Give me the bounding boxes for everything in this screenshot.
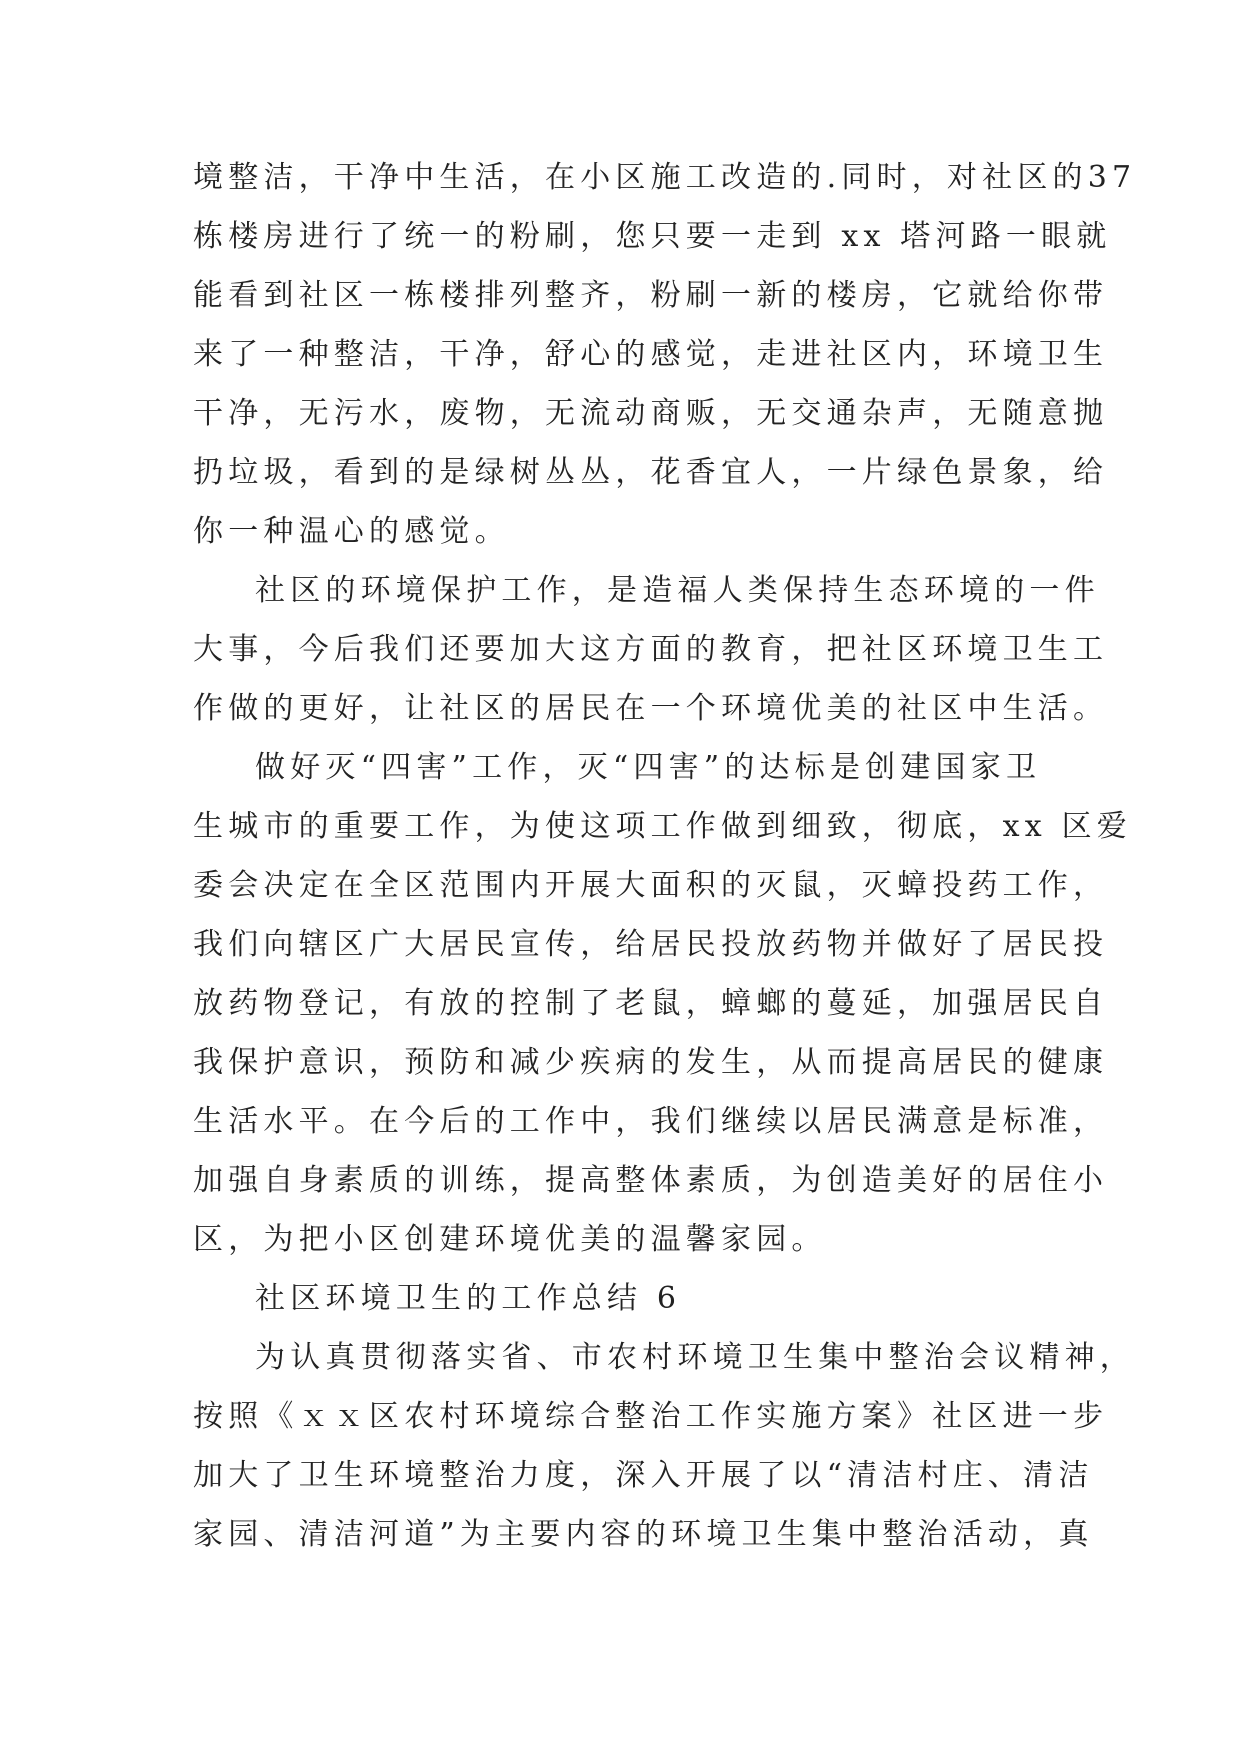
text-line: 生活水平。在今后的工作中，我们继续以居民满意是标准， [193,1104,1109,1139]
section-heading: 社区环境卫生的工作总结 6 [255,1281,682,1316]
text-line: 能看到社区一栋楼排列整齐，粉刷一新的楼房，它就给你带 [193,278,1109,313]
paragraph-first-line: 社区的环境保护工作，是造福人类保持生态环境的一件 [255,573,1100,608]
text-line: 我们向辖区广大居民宣传，给居民投放药物并做好了居民投 [193,927,1109,962]
text-line: 来了一种整洁，干净，舒心的感觉，走进社区内，环境卫生 [193,337,1109,372]
text-line: 栋楼房进行了统一的粉刷，您只要一走到 xx 塔河路一眼就 [193,219,1112,254]
text-line: 加强自身素质的训练，提高整体素质，为创造美好的居住小 [193,1163,1109,1198]
document-page [193,148,1137,1564]
text-line: 干净，无污水，废物，无流动商贩，无交通杂声，无随意抛 [193,396,1109,431]
text-line: 扔垃圾，看到的是绿树丛丛，花香宜人，一片绿色景象，给 [193,455,1109,490]
text-line: 你一种温心的感觉。 [193,514,510,549]
text-line: 加大了卫生环境整治力度，深入开展了以“清洁村庄、清洁 [193,1458,1094,1493]
paragraph-first-line: 为认真贯彻落实省、市农村环境卫生集中整治会议精神， [255,1340,1135,1375]
text-line: 大事，今后我们还要加大这方面的教育，把社区环境卫生工 [193,632,1109,667]
text-line: 境整洁，干净中生活，在小区施工改造的.同时，对社区的37 [193,160,1137,195]
text-line: 家园、清洁河道”为主要内容的环境卫生集中整治活动，真 [193,1517,1094,1552]
text-line: 区，为把小区创建环境优美的温馨家园。 [193,1222,827,1257]
text-line: 作做的更好，让社区的居民在一个环境优美的社区中生活。 [193,691,1109,726]
text-line: 生城市的重要工作，为使这项工作做到细致，彻底，xx 区爱 [193,809,1132,844]
text-line: 委会决定在全区范围内开展大面积的灭鼠，灭蟑投药工作， [193,868,1109,903]
text-line: 我保护意识，预防和减少疾病的发生，从而提高居民的健康 [193,1045,1109,1080]
text-line: 放药物登记，有放的控制了老鼠，蟑螂的蔓延，加强居民自 [193,986,1109,1021]
text-line: 按照《ｘｘ区农村环境综合整治工作实施方案》社区进一步 [193,1399,1109,1434]
paragraph-first-line: 做好灭“四害”工作，灭“四害”的达标是创建国家卫 [255,750,1042,785]
